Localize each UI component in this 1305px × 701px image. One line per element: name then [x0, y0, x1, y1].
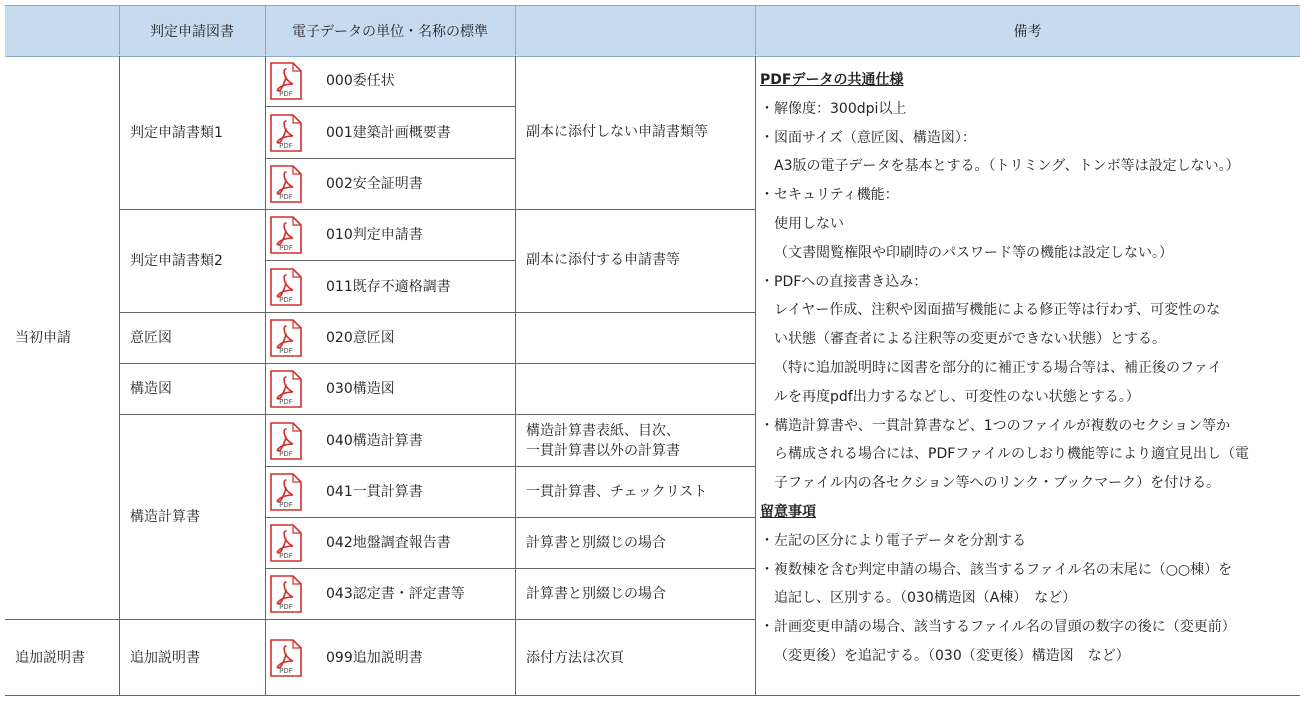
note-line: 追記し、区別する。（030構造図（A棟） など）: [774, 590, 1077, 607]
file-name: 011既存不適格調書: [326, 279, 451, 295]
divider: [265, 106, 515, 107]
file-name: 041一貫計算書: [326, 484, 423, 500]
divider: [265, 56, 266, 696]
pdf-icon[interactable]: [269, 267, 303, 307]
description-cell: 構造計算書表紙、目次、: [526, 423, 680, 439]
svg-text:PDF: PDF: [279, 501, 293, 509]
note-line: レイヤー作成、注釈や図面描写機能による修正等は行わず、可変性のな: [774, 302, 1221, 319]
svg-text:PDF: PDF: [279, 296, 293, 304]
group-cell: 構造図: [130, 381, 172, 397]
divider: [265, 260, 515, 261]
pdf-icon[interactable]: [269, 215, 303, 255]
notes-heading: 留意事項: [760, 503, 816, 520]
pdf-icon[interactable]: [269, 164, 303, 204]
divider: [265, 158, 515, 159]
divider: [755, 5, 756, 55]
pdf-icon[interactable]: [269, 523, 303, 563]
svg-text:PDF: PDF: [279, 347, 293, 355]
group-cell: 判定申請書類2: [130, 253, 223, 269]
description-cell: 副本に添付する申請書等: [526, 252, 680, 268]
divider: [119, 363, 755, 364]
note-line: （特に追加説明時に図書を部分的に補正する場合等は、補正後のファイ: [774, 359, 1222, 376]
divider: [119, 5, 120, 55]
file-name: 099追加説明書: [326, 650, 423, 666]
divider: [265, 568, 755, 569]
divider: [515, 5, 516, 55]
pdf-icon[interactable]: [269, 638, 303, 678]
file-name: 020意匠図: [326, 330, 395, 346]
header-col3: 電子データの単位・名称の標準: [265, 5, 515, 57]
svg-text:PDF: PDF: [279, 193, 293, 201]
group-cell: 追加説明書: [130, 649, 200, 666]
pdf-icon[interactable]: [269, 369, 303, 409]
svg-text:PDF: PDF: [279, 450, 293, 458]
svg-text:PDF: PDF: [279, 90, 293, 98]
description-cell: 計算書と別綴じの場合: [526, 535, 666, 551]
description-cell: 一貫計算書以外の計算書: [526, 443, 680, 459]
note-line: A3版の電子データを基本とする。（トリミング、トンボ等は設定しない。）: [774, 158, 1240, 175]
group-cell: 意匠図: [130, 330, 172, 346]
note-line: ・複数棟を含む判定申請の場合、該当するファイル名の末尾に（○○棟）を: [760, 561, 1233, 578]
pdf-icon[interactable]: [269, 318, 303, 358]
file-name: 000委任状: [326, 73, 395, 89]
note-line: （変更後）を追記する。（030（変更後）構造図 など）: [774, 647, 1130, 664]
group-cell: 判定申請書類1: [130, 124, 223, 141]
note-line: ・図面サイズ（意匠図、構造図）：: [760, 129, 976, 146]
description-cell: 計算書と別綴じの場合: [526, 586, 666, 602]
svg-text:PDF: PDF: [279, 667, 293, 675]
divider: [119, 56, 120, 696]
note-line: ・計画変更申請の場合、該当するファイル名の冒頭の数字の後に（変更前）: [760, 619, 1236, 636]
svg-text:PDF: PDF: [279, 142, 293, 150]
divider: [5, 695, 1300, 696]
note-line: 使用しない: [774, 215, 844, 232]
note-line: （文書閲覧権限や印刷時のパスワード等の機能は設定しない。）: [774, 244, 1173, 261]
svg-text:PDF: PDF: [279, 552, 293, 560]
note-line: ・セキュリティ機能：: [760, 187, 899, 204]
category-additional: 追加説明書: [15, 649, 85, 666]
note-line: い状態（審査者による注釈等の変更ができない状態）とする。: [774, 331, 1166, 348]
file-name: 002安全証明書: [326, 176, 423, 192]
file-name: 043認定書・評定書等: [326, 586, 465, 602]
category-initial: 当初申請: [15, 329, 71, 346]
header-col5: 備考: [755, 5, 1300, 57]
file-name: 010判定申請書: [326, 227, 423, 243]
divider: [265, 517, 755, 518]
notes-heading: PDFデータの共通仕様: [760, 72, 904, 88]
svg-text:PDF: PDF: [279, 398, 293, 406]
description-cell: 副本に添付しない申請書類等: [526, 124, 708, 140]
divider: [755, 56, 756, 696]
note-line: ルを再度pdf出力するなどし、可変性のない状態とする。）: [774, 388, 1140, 405]
file-name: 042地盤調査報告書: [326, 535, 451, 551]
divider: [119, 414, 755, 415]
file-name: 001建築計画概要書: [326, 125, 451, 141]
note-line: 子ファイル内の各セクション等へのリンク・ブックマーク）を付ける。: [774, 475, 1221, 492]
divider: [119, 312, 755, 313]
header-col4: [515, 5, 755, 57]
description-cell: 一貫計算書、チェックリスト: [526, 484, 708, 500]
note-line: ・解像度：300dpi以上: [760, 100, 907, 117]
pdf-icon[interactable]: [269, 421, 303, 461]
header-col1: [5, 5, 119, 57]
file-name: 040構造計算書: [326, 433, 423, 449]
divider: [515, 56, 516, 696]
notes-panel: [760, 66, 1300, 671]
note-line: ・左記の区分により電子データを分割する: [760, 532, 1026, 549]
pdf-icon[interactable]: [269, 574, 303, 614]
header-col2: 判定申請図書: [119, 5, 265, 57]
divider: [5, 619, 755, 620]
note-line: ・構造計算書や、一貫計算書など、1つのファイルが複数のセクション等か: [760, 417, 1231, 434]
file-name: 030構造図: [326, 381, 395, 397]
divider: [265, 5, 266, 55]
pdf-icon[interactable]: [269, 472, 303, 512]
description-cell: 添付方法は次頁: [526, 649, 624, 666]
note-line: ら構成される場合には、PDFファイルのしおり機能等により適宜見出し（電: [774, 446, 1249, 463]
svg-text:PDF: PDF: [279, 603, 293, 611]
pdf-icon[interactable]: [269, 113, 303, 153]
note-line: ・PDFへの直接書き込み：: [760, 273, 928, 290]
pdf-icon[interactable]: [269, 61, 303, 101]
group-cell: 構造計算書: [130, 509, 200, 525]
svg-text:PDF: PDF: [279, 244, 293, 252]
